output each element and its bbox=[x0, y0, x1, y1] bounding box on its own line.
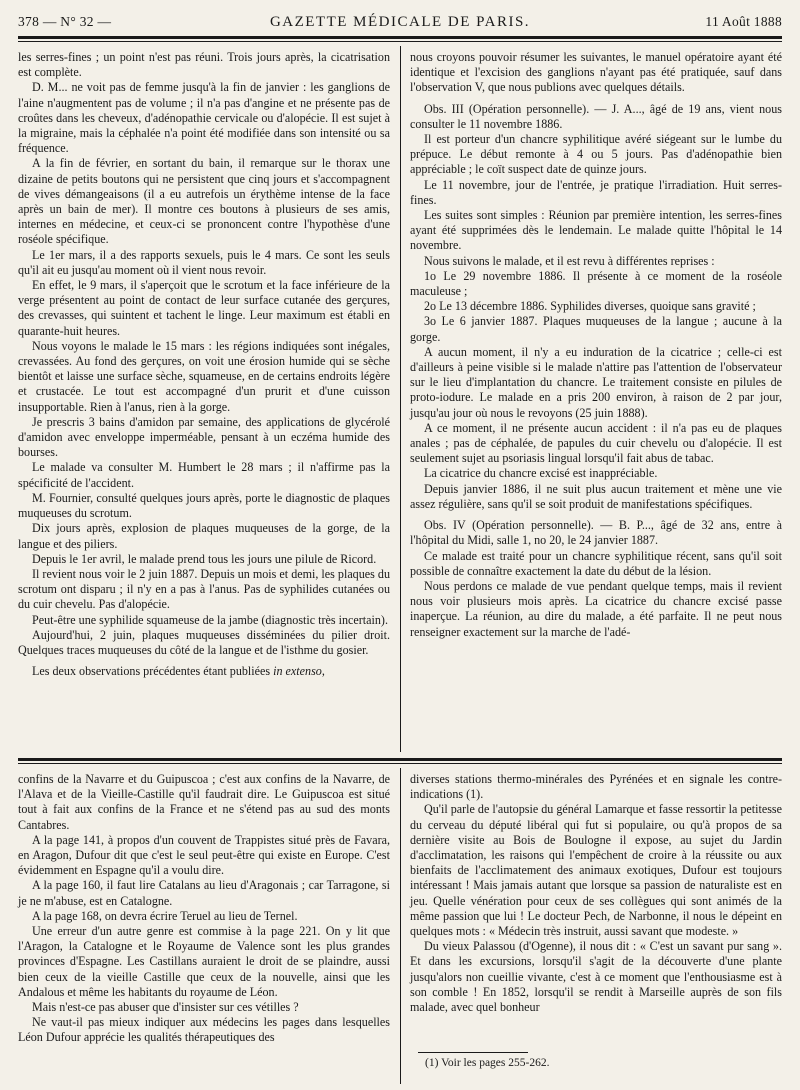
paragraph: Nous perdons ce malade de vue pendant quelque temps, mais il revient nous voir plusieurs mois après. La cicatrice du chancre excisé passe inaperçue. La réunion, au dire du malade, a été parfaite. Il ne peut nous renseigner exactement sur la marche de l'adé- bbox=[410, 578, 782, 639]
paragraph: les serres-fines ; un point n'est pas réuni. Trois jours après, la cicatrisation est complète. bbox=[18, 50, 390, 80]
paragraph: Depuis janvier 1886, il ne suit plus aucun traitement et mène une vie assez régulière, sans qu'il se soit produit de manifestations spécifiques. bbox=[410, 481, 782, 511]
issue-date: 11 Août 1888 bbox=[705, 14, 782, 29]
paragraph: Mais n'est-ce pas abuser que d'insister sur ces vétilles ? bbox=[32, 1000, 299, 1015]
observation-heading: Obs. III (Opération personnelle). — J. A..., âgé de 19 ans, vient nous consulter le 11 novembre 1886. bbox=[410, 101, 782, 131]
footnote-rule bbox=[418, 1052, 528, 1053]
paragraph: Ce malade est traité pour un chancre syphilitique récent, sans qu'il soit possible de connaître exactement la date du début de la lésion. bbox=[410, 548, 782, 578]
page-header bbox=[18, 12, 782, 34]
paragraph: Une erreur d'un autre genre est commise à la page 221. On y lit que l'Aragon, la Catalogne et le Royaume de Valence sont les plus grandes provinces d'Espagne. Les Castillans auraient le droit de se plaindre, aussi bien ceux de la vieille Castille que ceux de la nouvelle, ainsi que les Andalous et même les habitants du royaume de Léon. bbox=[18, 924, 390, 999]
bottom-left-column bbox=[18, 772, 390, 1046]
journal-title: GAZETTE MÉDICALE DE PARIS. bbox=[269, 14, 531, 30]
paragraph: A la page 141, à propos d'un couvent de Trappistes situé près de Favara, en Aragon, Dufour dit que c'est le seul peut-être qui existe en Europe. C'est évidemment en Espagne qu'il a voulu dire. bbox=[18, 832, 390, 878]
footnote-text: (1) Voir les pages 255-262. bbox=[425, 1057, 550, 1069]
paragraph: A la page 160, il faut lire Catalans au lieu d'Aragonais ; car Tarragone, si je ne m'abuse, est en Catalogne. bbox=[18, 878, 390, 908]
paragraph: Il revient nous voir le 2 juin 1887. Depuis un mois et demi, les plaques du scrotum ont disparu ; il n'y en a pas à l'anus. Pas de syphilides cutanées ou du cuir chevelu. Pas d'alopécie. bbox=[18, 566, 390, 612]
paragraph: Les suites sont simples : Réunion par première intention, les serres-fines ayant été supprimées dès le lendemain. Le malade quitte l'hôpital le 14 novembre. bbox=[410, 208, 782, 253]
column-divider bbox=[400, 768, 401, 1084]
paragraph: Il est porteur d'un chancre syphilitique avéré siégeant sur le lumbe du prépuce. Le début remonte à 4 ou 5 jours. Pas d'adénopathie bien appréciable ; le coït suspect date de quinze jours. bbox=[410, 132, 782, 177]
paragraph: Le malade va consulter M. Humbert le 28 mars ; il n'affirme pas la spécificité de l'accident. bbox=[18, 460, 390, 490]
list-item: 1o Le 29 novembre 1886. Il présente à ce moment de la roséole maculeuse ; bbox=[410, 268, 782, 299]
paragraph: Je prescris 3 bains d'amidon par semaine, des applications de glycérolé d'amidon avec enveloppe imperméable, pensant à un eczéma humide des bourses. bbox=[18, 414, 390, 460]
paragraph: A ce moment, il ne présente aucun accident : il n'a pas eu de plaques anales ; pas de céphalée, de papules du cuir chevelu ou d'alopécie. Il est seulement sujet au psoriasis lingual lorsqu'il fait abus de tabac. bbox=[410, 420, 782, 466]
observation-heading: Obs. IV (Opération personnelle). — B. P..., âgé de 32 ans, entre à l'hôpital du Midi, salle 1, no 20, le 24 janvier 1887. bbox=[410, 518, 782, 548]
paragraph: Nous voyons le malade le 15 mars : les régions indiquées sont inégales, crevassées. Au fond des gerçures, on voit une érosion humide qui se sèche bientôt et laisse une surface sèche, squameuse, en de certains endroits légère et crustacée. Le tout est accompagné d'un prurit et d'une cuisson insupportable. Rien à l'anus, rien à la gorge. bbox=[18, 338, 390, 414]
paragraph: Nous suivons le malade, et il est revu à différentes reprises : bbox=[424, 253, 715, 268]
paragraph: Le 1er mars, il a des rapports sexuels, puis le 4 mars. Ce sont les seuls qu'il ait eu jusqu'au moment où il vient nous revoir. bbox=[18, 247, 390, 277]
header-rule-thin bbox=[18, 41, 782, 42]
paragraph: La cicatrice du chancre excisé est inappréciable. bbox=[424, 466, 658, 481]
paragraph: D. M... ne voit pas de femme jusqu'à la fin de janvier : les ganglions de l'aine n'augmentent pas de volume ; il n'a pas d'angine et ne présente pas de croûtes dans les cheveux, d'adénopathie cervicale ou d'alopécie. Il est sujet à la migraine, mais la céphalée n'a point été modifiée dans son intensité ou sa fréquence. bbox=[18, 80, 390, 156]
top-right-column bbox=[410, 50, 782, 640]
paragraph: Aujourd'hui, 2 juin, plaques muqueuses disséminées du pilier droit. Quelques traces muqueuses du côté de la langue et de l'isthme du gosier. bbox=[18, 627, 390, 657]
latin-phrase: in extenso bbox=[273, 664, 322, 679]
paragraph: diverses stations thermo-minérales des Pyrénées et en signale les contre-indications (1). bbox=[410, 772, 782, 802]
paragraph: Du vieux Palassou (d'Ogenne), il nous dit : « C'est un savant pur sang ». Et dans les excursions, lorsqu'il s'agit de la découverte d'une plante jusqu'alors non cueillie vivante, c'est à ce moment que l'enthousiasme est à son comble ! En 1852, lorsqu'il se rendit à Marseille auprès de son fils malade, avec quel bonheur bbox=[410, 939, 782, 1015]
paragraph: Peut-être une syphilide squameuse de la jambe (diagnostic très incertain). bbox=[32, 612, 388, 627]
footnote bbox=[425, 1056, 780, 1071]
paragraph: confins de la Navarre et du Guipuscoa ; c'est aux confins de la Navarre, de l'Alava et de la Vieille-Castille qu'il faudrait dire. Le Guipuscoa est situé tout à fait aux confins de la France et ne s'étend pas au sud des monts Cantabres. bbox=[18, 772, 390, 832]
paragraph: A la fin de février, en sortant du bain, il remarque sur le thorax une dizaine de petits boutons qui ne persistent que cinq jours et s'accompagnent de vives démangeaisons (il a eu autrefois un érythème intense de la face après un bain de mer). Il montre ces boutons à plusieurs de ses amis, internes en médecine, et ceux-ci se prononcent contre l'hypothèse d'une roséole spécifique. bbox=[18, 156, 390, 247]
paragraph: Le 11 novembre, jour de l'entrée, je pratique l'irradiation. Huit serres-fines. bbox=[410, 177, 782, 207]
paragraph: nous croyons pouvoir résumer les suivantes, le manuel opératoire ayant été identique et l'excision des ganglions n'ayant pas été pratiquée, sauf dans l'observation V, que nous publions avec quelques détails. bbox=[410, 50, 782, 95]
paragraph: En effet, le 9 mars, il s'aperçoit que le scrotum et la face inférieure de la verge présentent au point de contact de leur surface cutanée des gerçures, des crevasses, qui suintent et tachent le linge. Leur maximum est établi en quarante-huit heures. bbox=[18, 278, 390, 338]
top-left-column bbox=[18, 50, 390, 679]
paragraph-transition: Les deux observations précédentes étant publiées in extenso, bbox=[32, 664, 325, 679]
section-rule bbox=[18, 758, 782, 761]
list-item: 3o Le 6 janvier 1887. Plaques muqueuses de la langue ; aucune à la gorge. bbox=[410, 314, 782, 344]
column-divider bbox=[400, 46, 401, 752]
paragraph: Ne vaut-il pas mieux indiquer aux médecins les pages dans lesquelles Léon Dufour apprécie les qualités thérapeutiques des bbox=[18, 1015, 390, 1045]
bottom-right-column bbox=[410, 772, 782, 1015]
paragraph: Dix jours après, explosion de plaques muqueuses de la gorge, de la langue et des piliers. bbox=[18, 521, 390, 551]
list-item: 2o Le 13 décembre 1886. Syphilides diverses, quoique sans gravité ; bbox=[424, 299, 756, 314]
paragraph: A aucun moment, il n'y a eu induration de la cicatrice ; celle-ci est d'ailleurs à peine visible si le malade n'attire pas l'attention de l'observateur sur le lieu d'implantation du chancre. Le traitement consiste en pilules de proto-iodure. Le malade en a pris 200 environ, à raison de 2 par jour, jusqu'au jour où nous le revoyons (25 juin 1888). bbox=[410, 344, 782, 420]
paragraph: A la page 168, on devra écrire Teruel au lieu de Ternel. bbox=[32, 908, 298, 923]
page-number: 378 — N° 32 — bbox=[18, 14, 112, 29]
paragraph: Depuis le 1er avril, le malade prend tous les jours une pilule de Ricord. bbox=[32, 551, 377, 566]
paragraph: Qu'il parle de l'autopsie du général Lamarque et fasse ressortir la petitesse du cerveau du député libéral qui fut si populaire, ou qu'à propos de sa dernière visite au Bois de Boulogne il expose, au sujet du Jardin d'acclimatation, les raisons qui l'empêchent de croire à la réussite ou aux bienfaits de l'acclimatement des animaux exotiques, Dufour est toujours intéressant ! Mais jamais autant que lorsque sa passion de naturaliste est en jeu. Quelle vénération pour ceux de ses collègues qui sont animés de la même passion que lui ! Le docteur Pech, de Narbonne, il nous le dépeint en quelques mots : « Médecin très instruit, aussi savant que modeste. » bbox=[410, 802, 782, 939]
header-rule bbox=[18, 36, 782, 39]
paragraph: M. Fournier, consulté quelques jours après, porte le diagnostic de plaques muqueuses du scrotum. bbox=[18, 490, 390, 521]
section-rule-thin bbox=[18, 763, 782, 764]
